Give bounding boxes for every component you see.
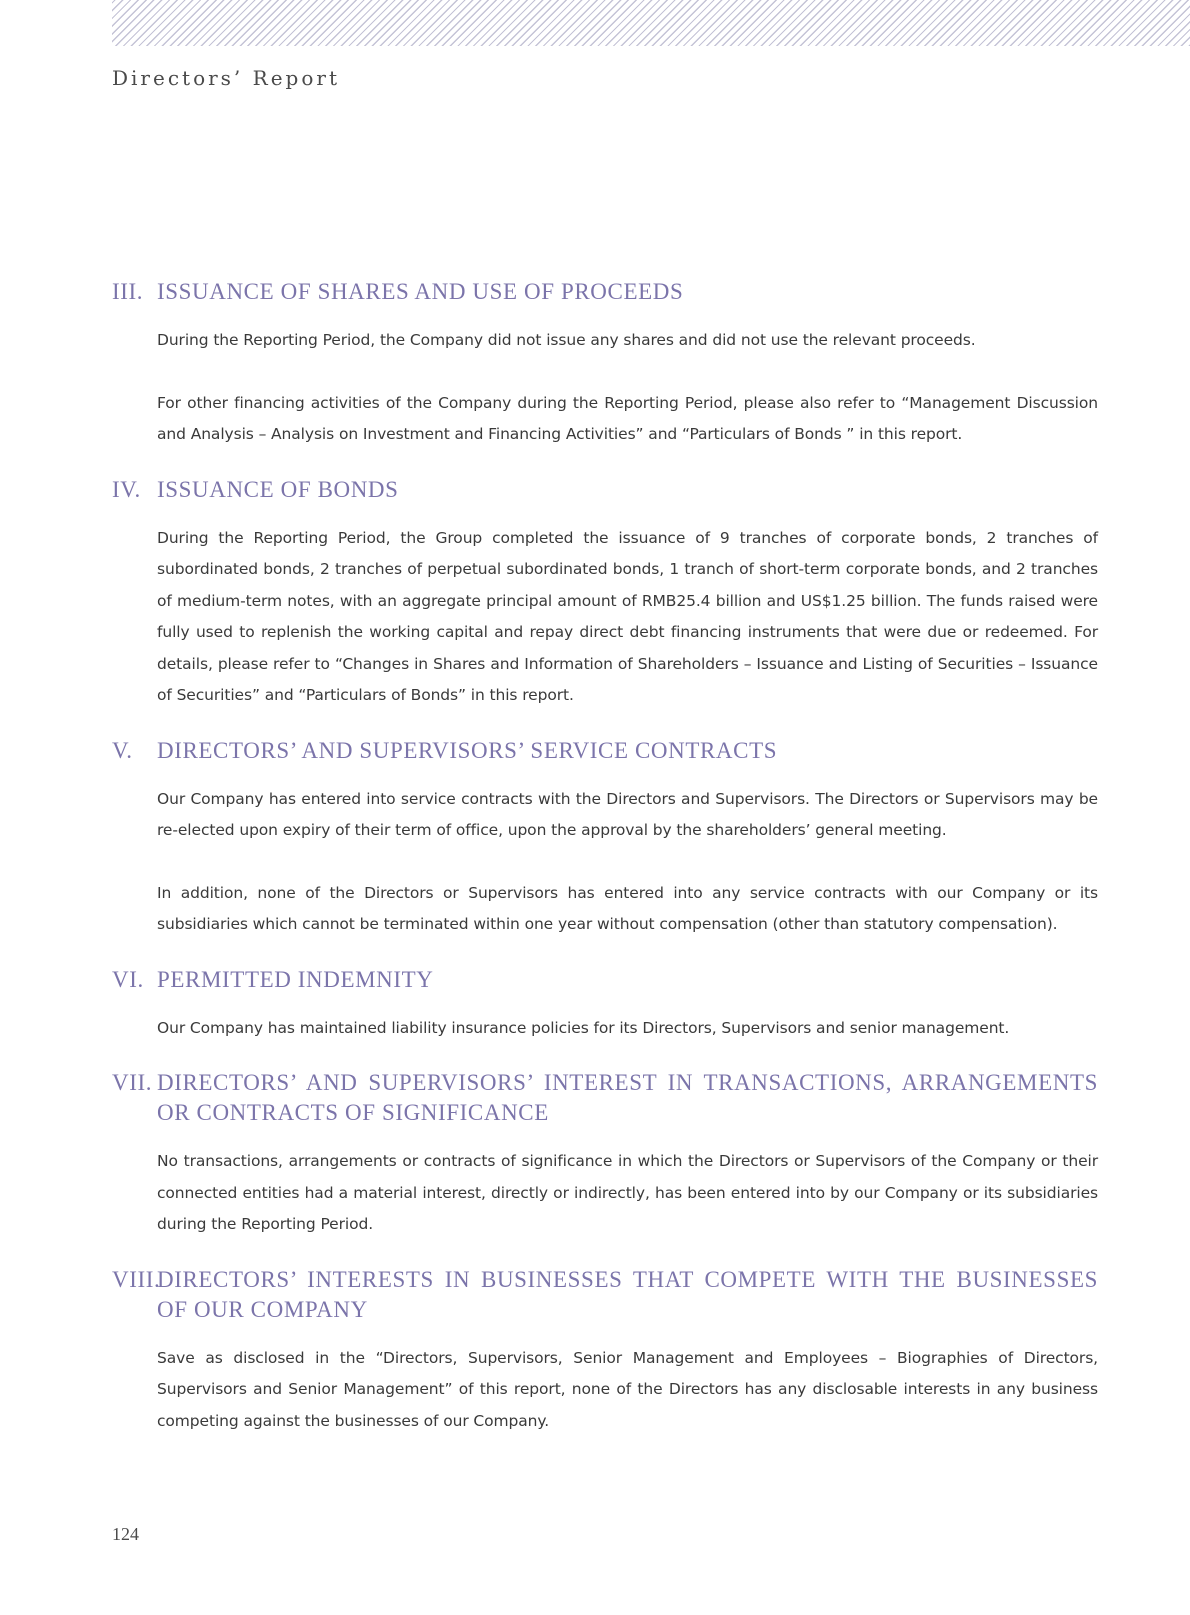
paragraph: Our Company has maintained liability insurance policies for its Directors, Supervisors and senior management. [157,1018,1010,1037]
section-heading [112,965,1098,995]
section-number: VII. [112,1070,153,1095]
paragraph: Our Company has entered into service contracts with the Directors and Supervisors. The Directors or Supervisors may be re-elected upon expiry of their term of office, upon the approval by the shareholders’ general meeting. [157,789,1098,839]
section-number: VIII. [112,1266,161,1292]
page-header-title: Directors’ Report [112,66,340,90]
section-number: VI. [112,966,144,992]
header-decorative-band [112,0,1190,46]
section-issuance-of-shares [112,277,1098,451]
section-number: IV. [112,476,141,502]
section-title: ISSUANCE OF SHARES AND USE OF PROCEEDS [157,279,684,304]
section-interest-in-transactions [112,1068,1098,1241]
section-heading [112,475,1098,505]
section-title: PERMITTED INDEMNITY [157,966,434,992]
report-content [112,277,1098,1461]
section-permitted-indemnity [112,965,1098,1045]
section-heading [112,1068,1098,1128]
paragraph: During the Reporting Period, the Company did not issue any shares and did not use the relevant proceeds. [157,331,976,349]
paragraph: No transactions, arrangements or contracts of significance in which the Directors or Supervisors of the Company or their connected entities had a material interest, directly or indirectly, has been entered into by our Company or its subsidiaries during the Reporting Period. [157,1152,1098,1233]
section-issuance-of-bonds [112,475,1098,712]
section-competing-interests [112,1265,1098,1438]
paragraph: Save as disclosed in the “Directors, Supervisors, Senior Management and Employees – Biographies of Directors, Supervisors and Senior Management” of this report, none of the Directors has any disclosable interests in any business competing against the businesses of our Company. [157,1348,1098,1430]
section-title: DIRECTORS’ AND SUPERVISORS’ SERVICE CONTRACTS [157,737,778,763]
section-heading [112,1265,1098,1325]
section-number: III. [112,279,144,304]
section-number: V. [112,737,133,763]
section-title: DIRECTORS’ AND SUPERVISORS’ INTEREST IN TRANSACTIONS, ARRANGEMENTS OR CONTRACTS OF SIGNIFICANCE [157,1070,1098,1125]
paragraph: In addition, none of the Directors or Supervisors has entered into any service contracts with our Company or its subsidiaries which cannot be terminated within one year without compensation (other than statutory compensation). [157,883,1098,933]
section-title: DIRECTORS’ INTERESTS IN BUSINESSES THAT COMPETE WITH THE BUSINESSES OF OUR COMPANY [157,1266,1098,1322]
paragraph: For other financing activities of the Company during the Reporting Period, please also refer to “Management Discussion and Analysis – Analysis on Investment and Financing Activities” and “Particulars of Bonds ” in this report. [157,393,1098,443]
section-heading [112,736,1098,766]
paragraph: During the Reporting Period, the Group completed the issuance of 9 tranches of corporate bonds, 2 tranches of subordinated bonds, 2 tranches of perpetual subordinated bonds, 1 tranch of short-term corporate bonds, and 2 tranches of medium-term notes, with an aggregate principal amount of RMB25.4 billion and US$1.25 billion. The funds raised were fully used to replenish the working capital and repay direct debt financing instruments that were due or redeemed. For details, please refer to “Changes in Shares and Information of Shareholders – Issuance and Listing of Securities – Issuance of Securities” and “Particulars of Bonds” in this report. [157,528,1098,704]
section-heading [112,277,1098,307]
section-title: ISSUANCE OF BONDS [157,476,399,502]
page-number: 124 [112,1524,139,1544]
section-service-contracts [112,736,1098,941]
